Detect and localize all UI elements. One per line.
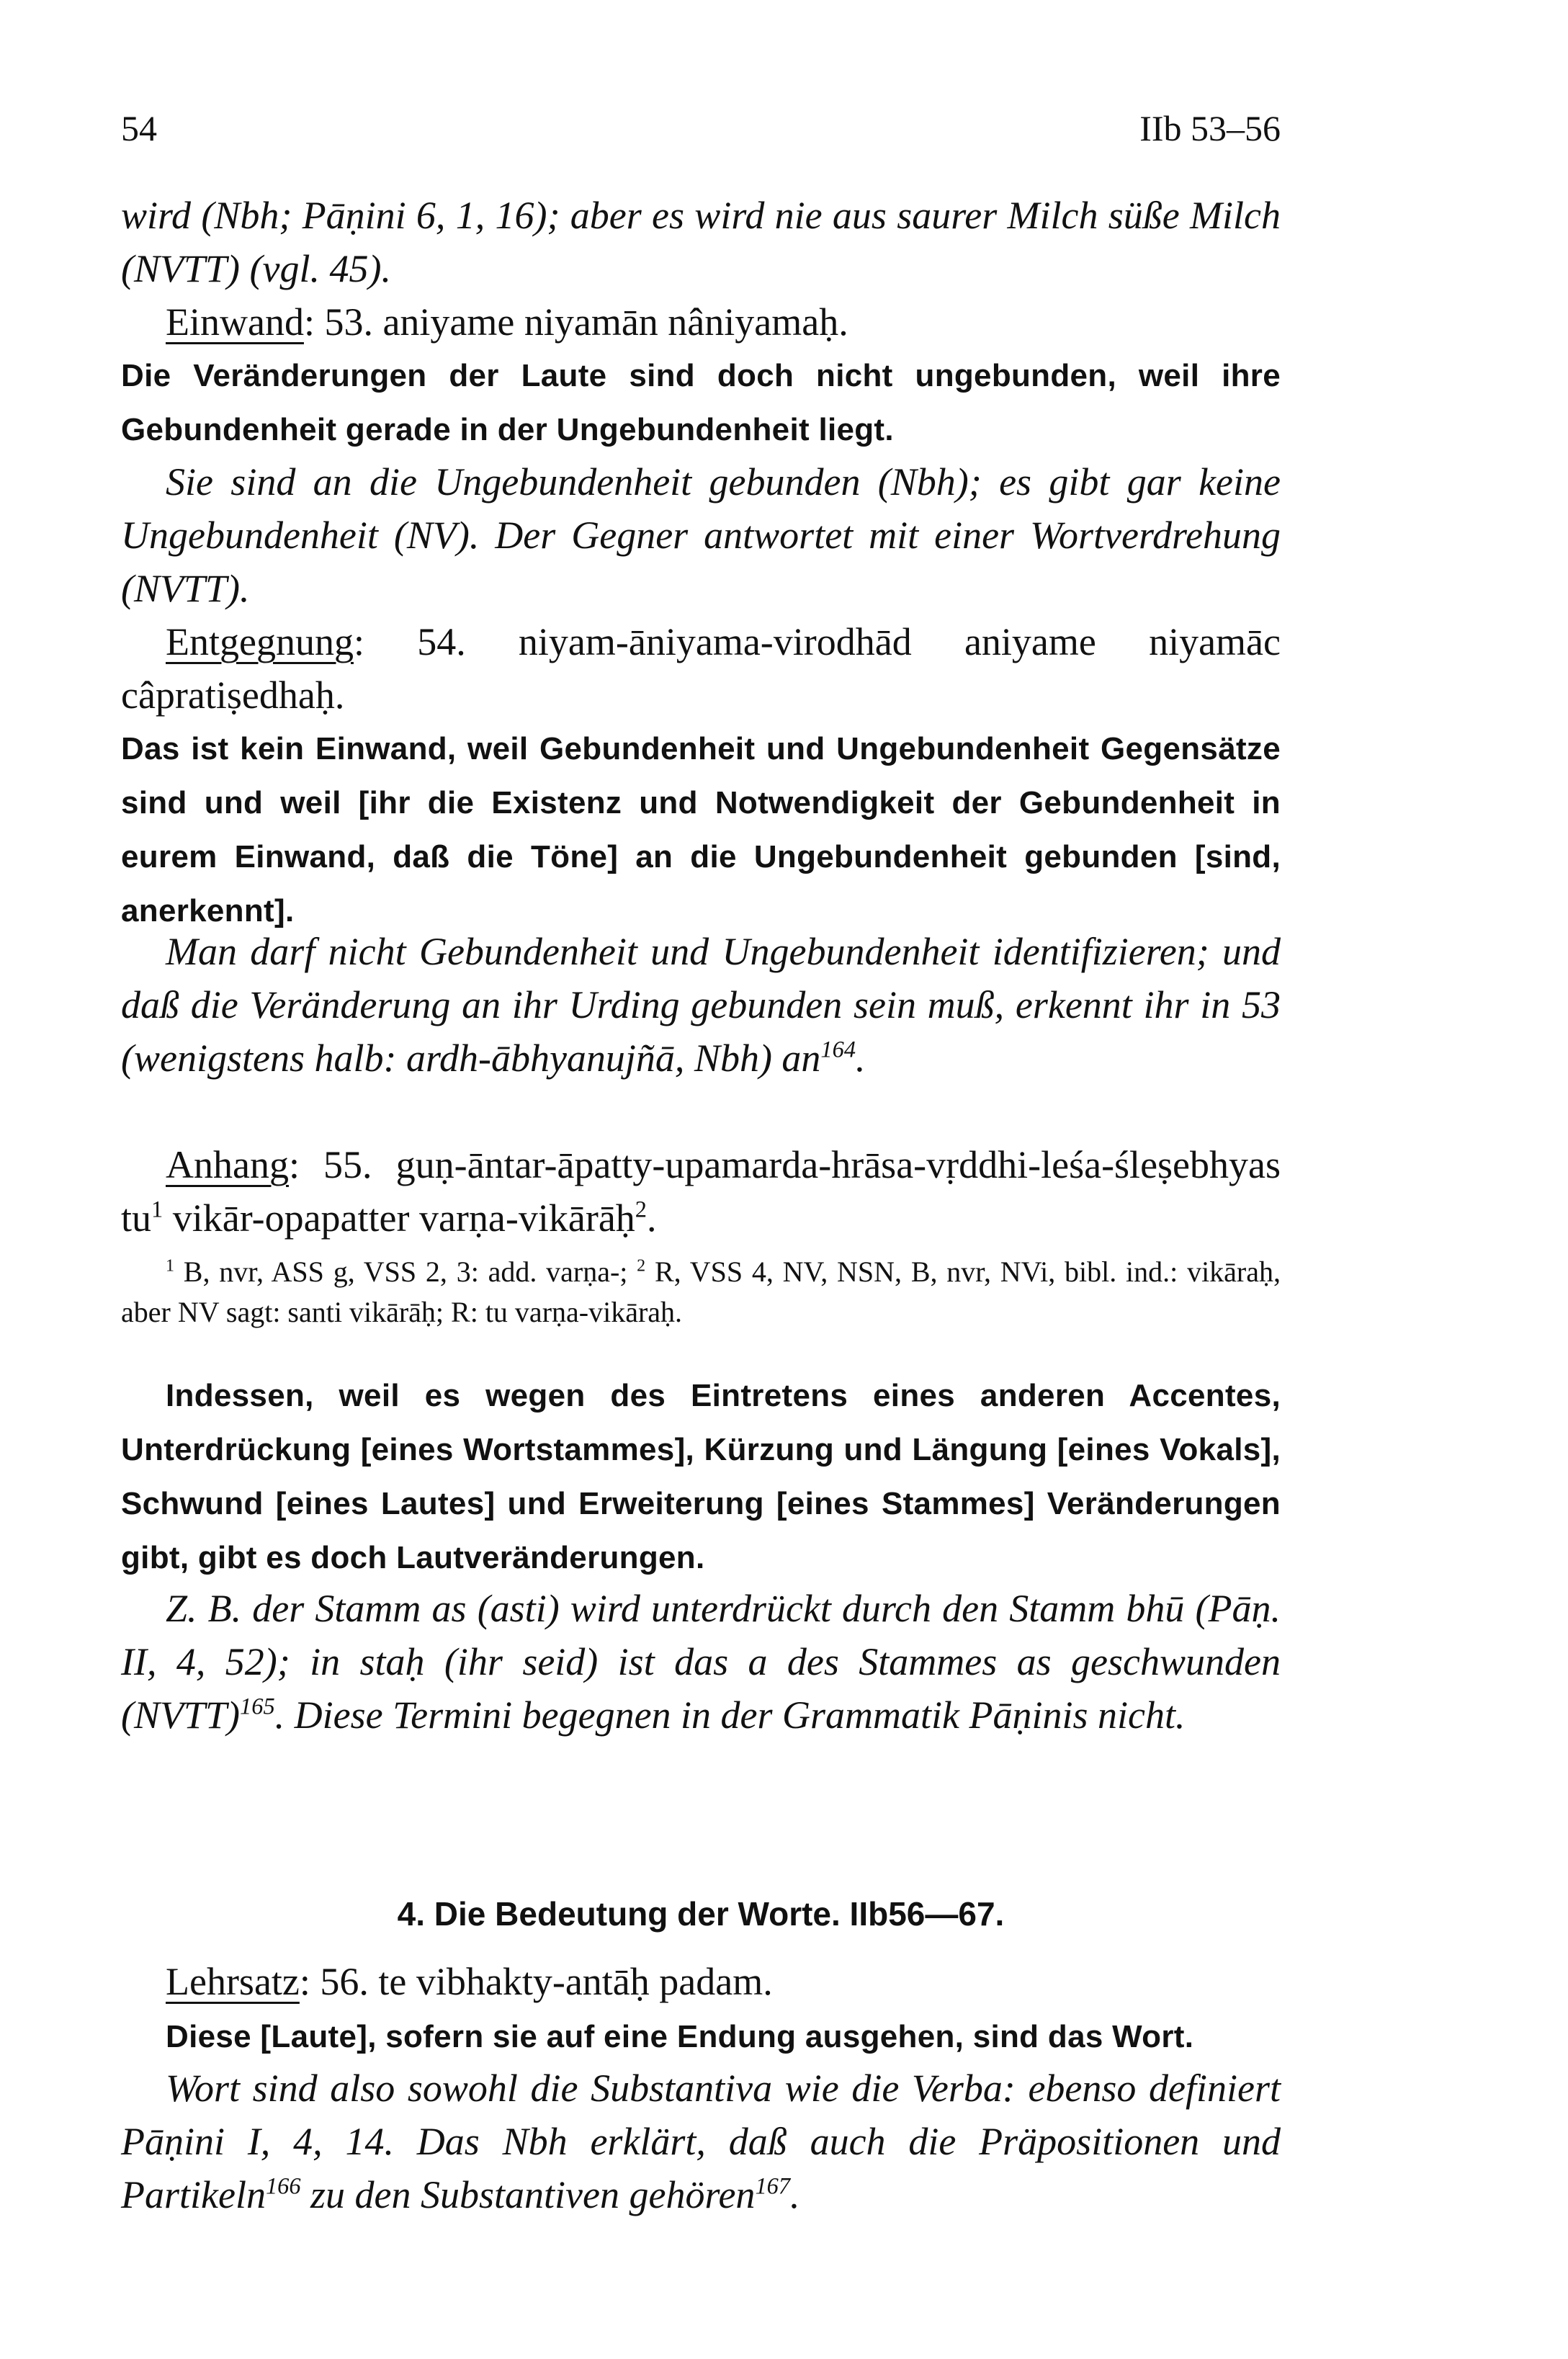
- footnote-ref-164: 164: [820, 1037, 856, 1063]
- sutra-54: [121, 615, 1281, 722]
- commentary-56-text-2: zu den Substantiven gehören: [300, 2173, 756, 2216]
- commentary-54-text: Man darf nicht Gebundenheit und Ungebundenheit identifizieren; und daß die Veränderung an ihr Urding gebunden sein muß, erkennt ihr in 53 (wenigstens halb: ardh-ābhyanujñā, Nbh) an: [121, 930, 1281, 1080]
- commentary-54: [121, 925, 1281, 1085]
- commentary-54-end: .: [856, 1037, 866, 1080]
- sutra-56-text: : 56. te vibhakty-antāḥ padam.: [299, 1960, 773, 2003]
- sutra-53-text: : 53. aniyame niyamān nâniyamaḥ.: [303, 300, 848, 344]
- variant-footnotes-55: [121, 1252, 1281, 1333]
- sutra-56-label: Lehrsatz: [166, 1960, 300, 2003]
- commentary-56-end: .: [790, 2173, 800, 2216]
- commentary-56: [121, 2062, 1281, 2221]
- sutra-55-end: .: [647, 1196, 657, 1240]
- commentary-56-text-1: Wort sind also sowohl die Substantiva wie die Verba: ebenso definiert Pāṇini I, 4, 14. Das Nbh erklärt, daß auch die Präpositionen und Partikeln: [121, 2067, 1281, 2216]
- footnote-ref-167: 167: [755, 2173, 791, 2200]
- commentary-55-text-1: Z. B. der Stamm as (asti) wird unterdrückt durch den Stamm bhū (Pāṇ. II, 4, 52); in staḥ (ihr seid) ist das a des Stammes as geschwunden (NVTT): [121, 1587, 1281, 1737]
- sutra-55: [121, 1138, 1281, 1245]
- translation-55: Indessen, weil es wegen des Eintretens eines anderen Accentes, Unterdrückung [eines Wortstammes], Kürzung und Längung [eines Vokals], Schwund [eines Lautes] und Erweiterung [eines Stammes] Veränderungen gibt, gibt es doch Lautveränderungen.: [121, 1378, 1281, 1575]
- commentary-paragraph-1: wird (Nbh; Pāṇini 6, 1, 16); aber es wird nie aus saurer Milch süße Milch (NVTT) (vgl. 45).: [121, 194, 1281, 290]
- sutra-55-note-1: 1: [151, 1196, 163, 1223]
- footnote-ref-166: 166: [265, 2173, 301, 2200]
- variant-note-2: R, VSS 4, NV, NSN, B, nvr, NVi, bibl. ind.: vikāraḥ, aber NV sagt: santi vikārāḥ; R: tu varṇa-vikāraḥ.: [121, 1255, 1281, 1328]
- sutra-55-note-2: 2: [635, 1196, 647, 1223]
- commentary-55-text-2: . Diese Termini begegnen in der Grammatik Pāṇinis nicht.: [274, 1693, 1186, 1737]
- variant-marker-2: 2: [637, 1256, 646, 1276]
- commentary-55: [121, 1582, 1281, 1742]
- sutra-56: [121, 1955, 1281, 2008]
- page-number: 54: [121, 108, 157, 148]
- sutra-55-text-2: vikār-opapatter varṇa-vikārāḥ: [163, 1196, 635, 1240]
- sutra-53-label: Einwand: [166, 300, 304, 344]
- sutra-54-text: : 54. niyam-āniyama-virodhād aniyame niyamāc câpratiṣedhaḥ.: [121, 620, 1281, 717]
- sutra-54-label: Entgegnung: [166, 620, 354, 663]
- section-range: IIb 53–56: [1139, 108, 1281, 148]
- variant-marker-1: 1: [166, 1256, 174, 1276]
- section-heading: 4. Die Bedeutung der Worte. IIb56—67.: [397, 1895, 1005, 1933]
- sutra-55-text-1: : 55. guṇ-āntar-āpatty-upamarda-hrāsa-vṛddhi-leśa-śleṣebhyas tu: [121, 1143, 1281, 1240]
- translation-53: Die Veränderungen der Laute sind doch nicht ungebunden, weil ihre Gebundenheit gerade in der Ungebundenheit liegt.: [121, 358, 1281, 447]
- footnote-ref-165: 165: [240, 1693, 275, 1720]
- sutra-55-label: Anhang: [166, 1143, 289, 1186]
- sutra-53: [121, 295, 1281, 349]
- translation-56: Diese [Laute], sofern sie auf eine Endung ausgehen, sind das Wort.: [166, 2019, 1194, 2054]
- commentary-53: Sie sind an die Ungebundenheit gebunden (Nbh); es gibt gar keine Ungebundenheit (NV). Der Gegner antwortet mit einer Wortverdrehung (NVTT).: [121, 460, 1281, 610]
- variant-note-1: B, nvr, ASS g, VSS 2, 3: add. varṇa-;: [174, 1255, 637, 1288]
- translation-54: Das ist kein Einwand, weil Gebundenheit und Ungebundenheit Gegensätze sind und weil [ihr die Existenz und Notwendigkeit der Gebundenheit in eurem Einwand, daß die Töne] an die Ungebundenheit gebunden [sind, anerkennt].: [121, 731, 1281, 928]
